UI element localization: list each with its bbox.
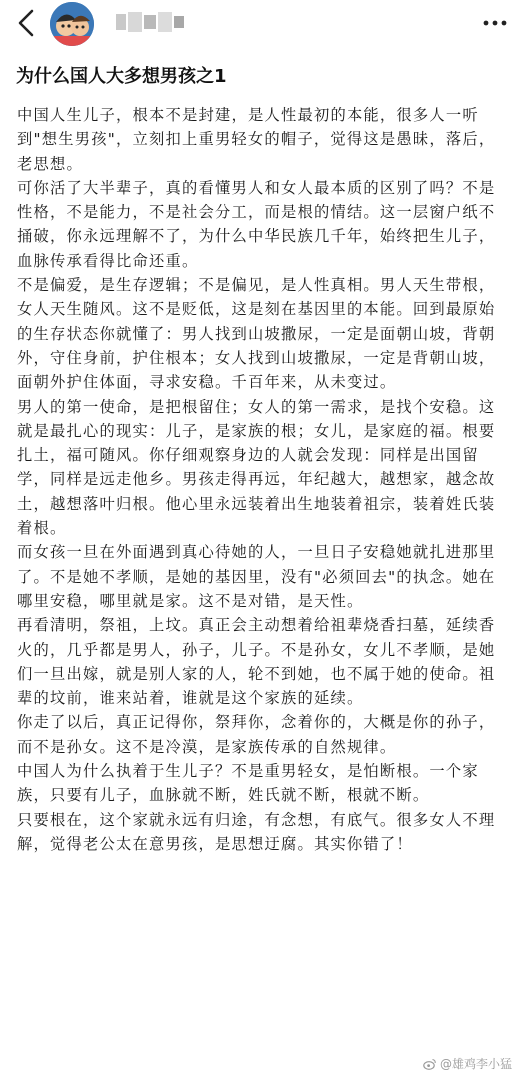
watermark-text: @雄鸡李小猛 xyxy=(439,1057,512,1071)
cartoon-avatar-icon xyxy=(50,2,94,46)
chevron-left-icon xyxy=(12,6,42,40)
watermark xyxy=(423,1055,512,1072)
top-navigation-bar xyxy=(0,0,522,48)
paragraph-2: 可你活了大半辈子，真的看懂男人和女人最本质的区别了吗？不是性格，不是能力，不是社会分工，而是根的情结。这一层窗户纸不捅破，你永远理解不了，为什么中华民族几千年，始终把生儿子，血脉传承看得比命还重。 xyxy=(17,178,496,270)
paragraph-5: 而女孩一旦在外面遇到真心待她的人，一旦日子安稳她就扎进那里了。不是她不孝顺，是她的基因里，没有"必须回去"的执念。她在哪里安稳，哪里就是家。这不是对错，是天性。 xyxy=(17,543,496,610)
redacted-username-block xyxy=(116,12,186,32)
more-dots-icon xyxy=(480,10,510,36)
username-redacted[interactable] xyxy=(116,12,186,32)
weibo-logo-icon xyxy=(423,1057,437,1071)
paragraph-6: 再看清明，祭祖，上坟。真正会主动想着给祖辈烧香扫墓，延续香火的，几乎都是男人，孙子，儿子。不是孙女，女儿不孝顺，是她们一旦出嫁，就是别人家的人，轮不到她，也不属于她的使命。祖辈的坟前，谁来站着，谁就是这个家族的延续。 xyxy=(17,616,496,708)
paragraph-1: 中国人生儿子，根本不是封建，是人性最初的本能，很多人一听到"想生男孩"，立刻扣上重男轻女的帽子，觉得这是愚昧，落后，老思想。 xyxy=(17,106,496,173)
paragraph-9: 只要根在，这个家就永远有归途，有念想，有底气。很多女人不理解，觉得老公太在意男孩，是思想迂腐。其实你错了！ xyxy=(17,810,496,853)
more-options-button[interactable] xyxy=(480,10,510,36)
paragraph-8: 中国人为什么执着于生儿子？不是重男轻女，是怕断根。一个家族，只要有儿子，血脉就不断，姓氏就不断，根就不断。 xyxy=(17,762,479,805)
article-title: 为什么国人大多想男孩之1 xyxy=(16,66,227,87)
paragraph-7: 你走了以后，真正记得你，祭拜你，念着你的，大概是你的孙子，而不是孙女。这不是冷漠，是家族传承的自然规律。 xyxy=(17,713,496,756)
paragraph-4: 男人的第一使命，是把根留住；女人的第一需求，是找个安稳。这就是最扎心的现实：儿子，是家族的根；女儿，是家庭的福。根要扎土，福可随风。你仔细观察身边的人就会发现：同样是出国留学，同样是远走他乡。男孩走得再远，年纪越大，越想家，越念故土，越想落叶归根。他心里永远装着出生地装着祖宗，装着姓氏装着根。 xyxy=(17,397,496,538)
paragraph-3: 不是偏爱，是生存逻辑；不是偏见，是人性真相。男人天生带根，女人天生随风。这不是贬低，这是刻在基因里的本能。回到最原始的生存状态你就懂了：男人找到山坡撒尿，一定是面朝山坡，背朝外，守住身前，护住根本；女人找到山坡撒尿，一定是背朝山坡，面朝外护住体面，寻求安稳。千百年来，从未变过。 xyxy=(17,276,496,392)
article-body xyxy=(17,103,507,856)
back-button[interactable] xyxy=(12,6,42,40)
avatar[interactable] xyxy=(50,2,94,46)
